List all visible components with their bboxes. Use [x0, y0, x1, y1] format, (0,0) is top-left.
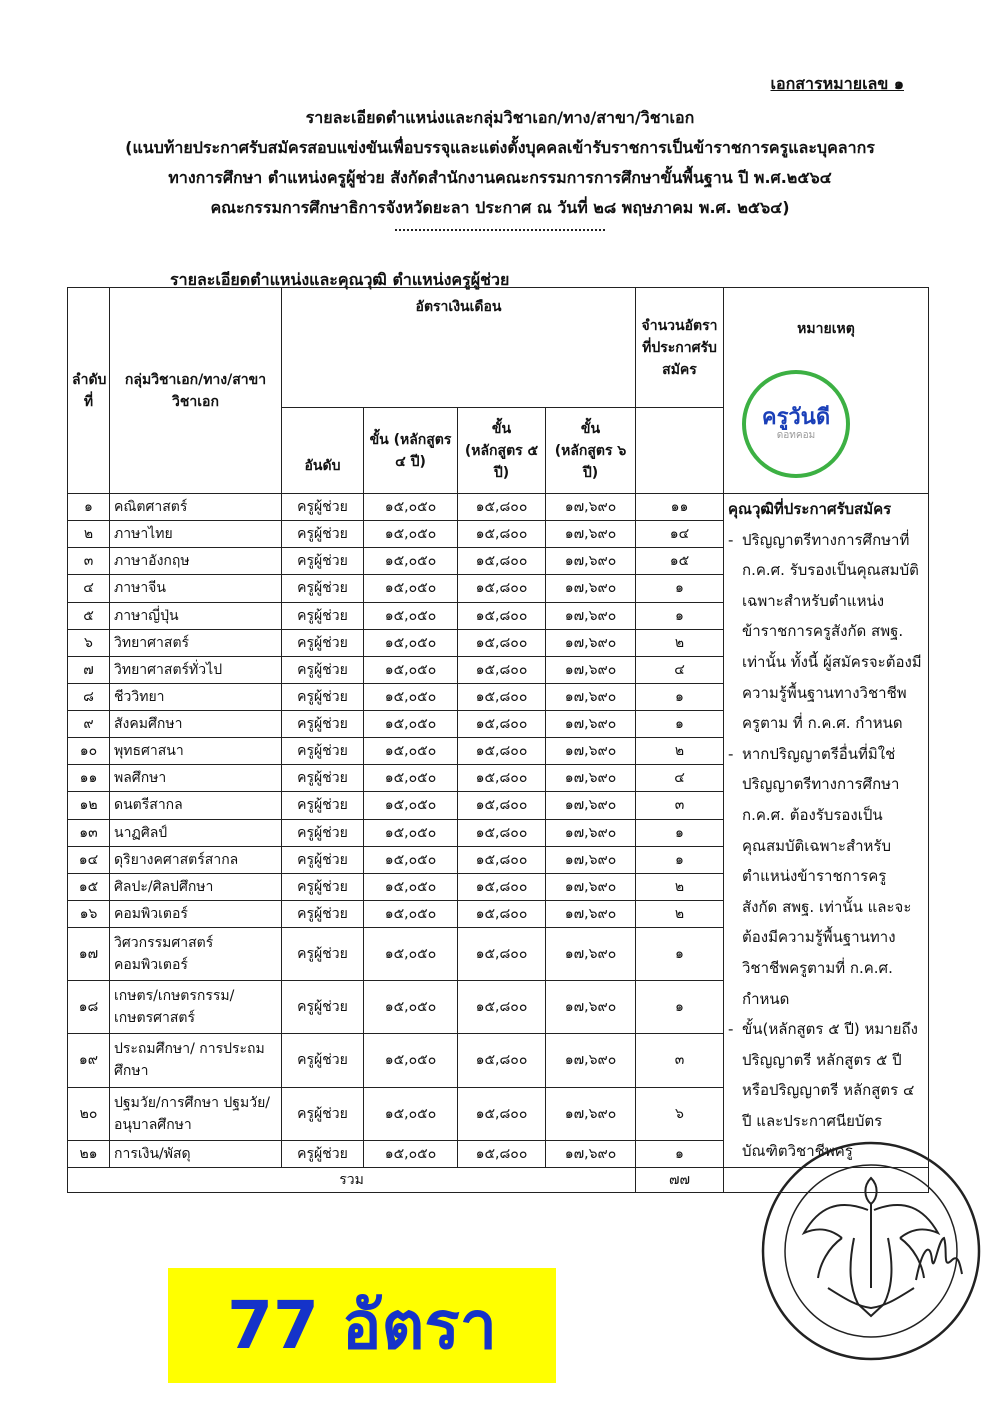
row-salary-5y: ๑๕,๘๐๐ — [458, 738, 546, 765]
row-salary-4y: ๑๕,๐๕๐ — [364, 792, 458, 819]
row-subject: ศิลปะ/ศิลปศึกษา — [110, 873, 282, 900]
row-number: ๑๔ — [68, 846, 110, 873]
row-subject: พลศึกษา — [110, 765, 282, 792]
row-number: ๑๒ — [68, 792, 110, 819]
header-step-4y: ขั้น (หลักสูตร ๔ ปี) — [364, 408, 458, 494]
row-salary-5y: ๑๕,๘๐๐ — [458, 711, 546, 738]
row-rank: ครูผู้ช่วย — [282, 575, 364, 602]
header-salary: อัตราเงินเดือน — [282, 288, 636, 408]
row-salary-4y: ๑๕,๐๕๐ — [364, 738, 458, 765]
row-salary-4y: ๑๕,๐๕๐ — [364, 1087, 458, 1140]
row-subject: คอมพิวเตอร์ — [110, 900, 282, 927]
row-salary-4y: ๑๕,๐๕๐ — [364, 1140, 458, 1167]
row-salary-6y: ๑๗,๖๙๐ — [546, 711, 636, 738]
row-subject: คณิตศาสตร์ — [110, 494, 282, 521]
row-number: ๒๐ — [68, 1087, 110, 1140]
row-rank: ครูผู้ช่วย — [282, 521, 364, 548]
row-salary-5y: ๑๕,๘๐๐ — [458, 846, 546, 873]
total-label: รวม — [68, 1168, 636, 1193]
row-number: ๓ — [68, 548, 110, 575]
header-remark: หมายเหตุ — [724, 288, 929, 494]
row-count: ๔ — [636, 765, 724, 792]
dotted-divider — [395, 229, 605, 231]
row-subject: ปฐมวัย/การศึกษา ปฐมวัย/อนุบาลศึกษา — [110, 1087, 282, 1140]
row-salary-5y: ๑๕,๘๐๐ — [458, 548, 546, 575]
row-salary-6y: ๑๗,๖๙๐ — [546, 494, 636, 521]
row-salary-5y: ๑๕,๘๐๐ — [458, 900, 546, 927]
qualification-notes — [724, 494, 929, 1168]
row-count: ๑ — [636, 981, 724, 1034]
row-count: ๔ — [636, 656, 724, 683]
header-line-1: รายละเอียดตำแหน่งและกลุ่มวิชาเอก/ทาง/สาขา/วิชาเอก — [305, 108, 695, 127]
row-rank: ครูผู้ช่วย — [282, 738, 364, 765]
row-salary-6y: ๑๗,๖๙๐ — [546, 575, 636, 602]
row-salary-4y: ๑๕,๐๕๐ — [364, 548, 458, 575]
notes-heading: คุณวุฒิที่ประกาศรับสมัคร — [728, 500, 892, 518]
note-text: ปริญญาตรีทางการศึกษาที่ ก.ค.ศ. รับรองเป็นคุณสมบัติเฉพาะสำหรับตำแหน่งข้าราชการครูสังกัด สพฐ. เท่านั้น ทั้งนี้ ผู้สมัครจะต้องมีความรู้พื้นฐานทางวิชาชีพครูตาม ที่ ก.ค.ศ. กำหนด — [742, 530, 922, 733]
row-salary-4y: ๑๕,๐๕๐ — [364, 602, 458, 629]
row-salary-6y: ๑๗,๖๙๐ — [546, 738, 636, 765]
row-salary-4y: ๑๕,๐๕๐ — [364, 873, 458, 900]
row-salary-6y: ๑๗,๖๙๐ — [546, 1140, 636, 1167]
row-count: ๓ — [636, 1034, 724, 1087]
row-salary-6y: ๑๗,๖๙๐ — [546, 656, 636, 683]
kruwandee-logo — [742, 370, 850, 478]
row-count: ๑๑ — [636, 494, 724, 521]
row-salary-5y: ๑๕,๘๐๐ — [458, 981, 546, 1034]
row-count: ๑ — [636, 575, 724, 602]
row-number: ๙ — [68, 711, 110, 738]
header-step-5y: ขั้น (หลักสูตร ๕ ปี) — [458, 408, 546, 494]
table-subtitle: รายละเอียดตำแหน่งและคุณวุฒิ ตำแหน่งครูผู้ช่วย — [170, 270, 510, 289]
signature-mark — [908, 1230, 968, 1290]
row-subject: ภาษาญี่ปุ่น — [110, 602, 282, 629]
banner-text: 77 อัตรา — [227, 1287, 497, 1364]
row-salary-6y: ๑๗,๖๙๐ — [546, 765, 636, 792]
row-number: ๑๗ — [68, 928, 110, 981]
row-salary-5y: ๑๕,๘๐๐ — [458, 656, 546, 683]
logo-main-text: ครูวันดี — [761, 405, 831, 430]
note-item — [728, 739, 924, 1014]
header-line-4: คณะกรรมการศึกษาธิการจังหวัดยะลา ประกาศ ณ วันที่ ๒๘ พฤษภาคม พ.ศ. ๒๕๖๔) — [210, 198, 790, 217]
header-no: ลำดับที่ — [68, 288, 110, 494]
row-salary-6y: ๑๗,๖๙๐ — [546, 683, 636, 710]
row-salary-4y: ๑๕,๐๕๐ — [364, 928, 458, 981]
row-salary-5y: ๑๕,๘๐๐ — [458, 873, 546, 900]
header-step-6y: ขั้น (หลักสูตร ๖ ปี) — [546, 408, 636, 494]
row-salary-5y: ๑๕,๘๐๐ — [458, 1034, 546, 1087]
row-rank: ครูผู้ช่วย — [282, 602, 364, 629]
row-salary-6y: ๑๗,๖๙๐ — [546, 819, 636, 846]
row-rank: ครูผู้ช่วย — [282, 711, 364, 738]
row-salary-4y: ๑๕,๐๕๐ — [364, 846, 458, 873]
row-subject: วิทยาศาสตร์ — [110, 629, 282, 656]
row-subject: วิศวกรรมศาสตร์ คอมพิวเตอร์ — [110, 928, 282, 981]
row-subject: ภาษาอังกฤษ — [110, 548, 282, 575]
row-number: ๑๘ — [68, 981, 110, 1034]
row-count: ๑๕ — [636, 548, 724, 575]
row-rank: ครูผู้ช่วย — [282, 1087, 364, 1140]
row-number: ๒ — [68, 521, 110, 548]
row-salary-4y: ๑๕,๐๕๐ — [364, 521, 458, 548]
row-count: ๒ — [636, 873, 724, 900]
row-count: ๑ — [636, 711, 724, 738]
header-count: จำนวนอัตราที่ประกาศรับสมัคร — [636, 288, 724, 408]
row-salary-6y: ๑๗,๖๙๐ — [546, 629, 636, 656]
row-number: ๑๐ — [68, 738, 110, 765]
row-salary-6y: ๑๗,๖๙๐ — [546, 846, 636, 873]
note-item — [728, 525, 924, 739]
row-number: ๗ — [68, 656, 110, 683]
row-count: ๑ — [636, 683, 724, 710]
row-number: ๘ — [68, 683, 110, 710]
row-salary-5y: ๑๕,๘๐๐ — [458, 765, 546, 792]
row-salary-6y: ๑๗,๖๙๐ — [546, 521, 636, 548]
note-bullet: - — [728, 744, 734, 763]
row-salary-6y: ๑๗,๖๙๐ — [546, 1087, 636, 1140]
row-salary-5y: ๑๕,๘๐๐ — [458, 629, 546, 656]
row-rank: ครูผู้ช่วย — [282, 873, 364, 900]
row-salary-6y: ๑๗,๖๙๐ — [546, 981, 636, 1034]
row-salary-5y: ๑๕,๘๐๐ — [458, 494, 546, 521]
row-salary-4y: ๑๕,๐๕๐ — [364, 765, 458, 792]
row-salary-5y: ๑๕,๘๐๐ — [458, 819, 546, 846]
row-count: ๓ — [636, 792, 724, 819]
row-count: ๑๔ — [636, 521, 724, 548]
row-rank: ครูผู้ช่วย — [282, 792, 364, 819]
row-subject: สังคมศึกษา — [110, 711, 282, 738]
row-rank: ครูผู้ช่วย — [282, 548, 364, 575]
row-salary-4y: ๑๕,๐๕๐ — [364, 900, 458, 927]
row-count: ๑ — [636, 819, 724, 846]
row-number: ๕ — [68, 602, 110, 629]
row-subject: การเงิน/พัสดุ — [110, 1140, 282, 1167]
row-salary-4y: ๑๕,๐๕๐ — [364, 819, 458, 846]
row-salary-6y: ๑๗,๖๙๐ — [546, 900, 636, 927]
row-salary-5y: ๑๕,๘๐๐ — [458, 1140, 546, 1167]
row-subject: ดุริยางคศาสตร์สากล — [110, 846, 282, 873]
row-rank: ครูผู้ช่วย — [282, 765, 364, 792]
row-number: ๑๖ — [68, 900, 110, 927]
row-number: ๖ — [68, 629, 110, 656]
row-rank: ครูผู้ช่วย — [282, 928, 364, 981]
row-salary-4y: ๑๕,๐๕๐ — [364, 656, 458, 683]
row-rank: ครูผู้ช่วย — [282, 819, 364, 846]
note-text: ขั้น(หลักสูตร ๕ ปี) หมายถึง ปริญญาตรี หลักสูตร ๕ ปี หรือปริญญาตรี หลักสูตร ๔ ปี และประกาศนียบัตรบัณฑิตวิชาชีพครู — [742, 1020, 918, 1161]
row-salary-5y: ๑๕,๘๐๐ — [458, 602, 546, 629]
table-row — [68, 494, 929, 521]
row-number: ๑๑ — [68, 765, 110, 792]
row-rank: ครูผู้ช่วย — [282, 494, 364, 521]
row-salary-4y: ๑๕,๐๕๐ — [364, 629, 458, 656]
row-count: ๒ — [636, 629, 724, 656]
row-subject: ภาษาไทย — [110, 521, 282, 548]
row-subject: ประถมศึกษา/ การประถมศึกษา — [110, 1034, 282, 1087]
row-rank: ครูผู้ช่วย — [282, 683, 364, 710]
row-salary-6y: ๑๗,๖๙๐ — [546, 792, 636, 819]
total-count: ๗๗ — [636, 1168, 724, 1193]
logo-sub-text: ดอทคอม — [776, 430, 816, 441]
row-salary-5y: ๑๕,๘๐๐ — [458, 683, 546, 710]
row-salary-4y: ๑๕,๐๕๐ — [364, 683, 458, 710]
row-count: ๑ — [636, 602, 724, 629]
row-count: ๖ — [636, 1087, 724, 1140]
row-rank: ครูผู้ช่วย — [282, 846, 364, 873]
note-bullet: - — [728, 1020, 734, 1039]
header-rank: อันดับ — [282, 408, 364, 494]
row-salary-6y: ๑๗,๖๙๐ — [546, 928, 636, 981]
row-salary-4y: ๑๕,๐๕๐ — [364, 575, 458, 602]
row-salary-6y: ๑๗,๖๙๐ — [546, 548, 636, 575]
row-salary-5y: ๑๕,๘๐๐ — [458, 521, 546, 548]
document-number: เอกสารหมายเลข ๑ — [770, 74, 904, 93]
row-salary-4y: ๑๕,๐๕๐ — [364, 494, 458, 521]
header-line-2: (แนบท้ายประกาศรับสมัครสอบแข่งขันเพื่อบรรจุและแต่งตั้งบุคคลเข้ารับราชการเป็นข้าราชการครูและบุคลากร — [125, 138, 875, 157]
row-number: ๑๓ — [68, 819, 110, 846]
row-rank: ครูผู้ช่วย — [282, 629, 364, 656]
row-salary-6y: ๑๗,๖๙๐ — [546, 873, 636, 900]
row-number: ๔ — [68, 575, 110, 602]
row-salary-6y: ๑๗,๖๙๐ — [546, 602, 636, 629]
row-number: ๒๑ — [68, 1140, 110, 1167]
row-salary-4y: ๑๕,๐๕๐ — [364, 1034, 458, 1087]
row-salary-6y: ๑๗,๖๙๐ — [546, 1034, 636, 1087]
row-subject: เกษตร/เกษตรกรรม/ เกษตรศาสตร์ — [110, 981, 282, 1034]
row-number: ๑๙ — [68, 1034, 110, 1087]
row-subject: นาฏศิลป์ — [110, 819, 282, 846]
row-number: ๑ — [68, 494, 110, 521]
row-salary-5y: ๑๕,๘๐๐ — [458, 575, 546, 602]
row-rank: ครูผู้ช่วย — [282, 656, 364, 683]
header-count-blank — [636, 408, 724, 494]
row-salary-5y: ๑๕,๘๐๐ — [458, 1087, 546, 1140]
row-subject: วิทยาศาสตร์ทั่วไป — [110, 656, 282, 683]
total-positions-banner — [168, 1268, 556, 1383]
row-count: ๒ — [636, 738, 724, 765]
row-subject: ดนตรีสากล — [110, 792, 282, 819]
header-subject: กลุ่มวิชาเอก/ทาง/สาขาวิชาเอก — [110, 288, 282, 494]
row-count: ๑ — [636, 846, 724, 873]
row-salary-4y: ๑๕,๐๕๐ — [364, 981, 458, 1034]
row-count: ๑ — [636, 928, 724, 981]
header-line-3: ทางการศึกษา ตำแหน่งครูผู้ช่วย สังกัดสำนักงานคณะกรรมการการศึกษาขั้นพื้นฐาน ปี พ.ศ.๒๕๖๔ — [168, 168, 832, 187]
row-salary-4y: ๑๕,๐๕๐ — [364, 711, 458, 738]
row-count: ๒ — [636, 900, 724, 927]
row-count: ๑ — [636, 1140, 724, 1167]
row-rank: ครูผู้ช่วย — [282, 1140, 364, 1167]
row-subject: ภาษาจีน — [110, 575, 282, 602]
note-text: หากปริญญาตรีอื่นที่มิใช่ปริญญาตรีทางการศึกษา ก.ค.ศ. ต้องรับรองเป็นคุณสมบัติเฉพาะสำหรับตำแหน่งข้าราชการครู สังกัด สพฐ. เท่านั้น และจะต้องมีความรู้พื้นฐานทางวิชาชีพครูตามที่ ก.ค.ศ. กำหนด — [742, 744, 912, 1008]
row-subject: ชีววิทยา — [110, 683, 282, 710]
row-rank: ครูผู้ช่วย — [282, 1034, 364, 1087]
note-bullet: - — [728, 530, 734, 549]
row-salary-5y: ๑๕,๘๐๐ — [458, 792, 546, 819]
row-salary-5y: ๑๕,๘๐๐ — [458, 928, 546, 981]
row-rank: ครูผู้ช่วย — [282, 981, 364, 1034]
row-number: ๑๕ — [68, 873, 110, 900]
row-subject: พุทธศาสนา — [110, 738, 282, 765]
row-rank: ครูผู้ช่วย — [282, 900, 364, 927]
